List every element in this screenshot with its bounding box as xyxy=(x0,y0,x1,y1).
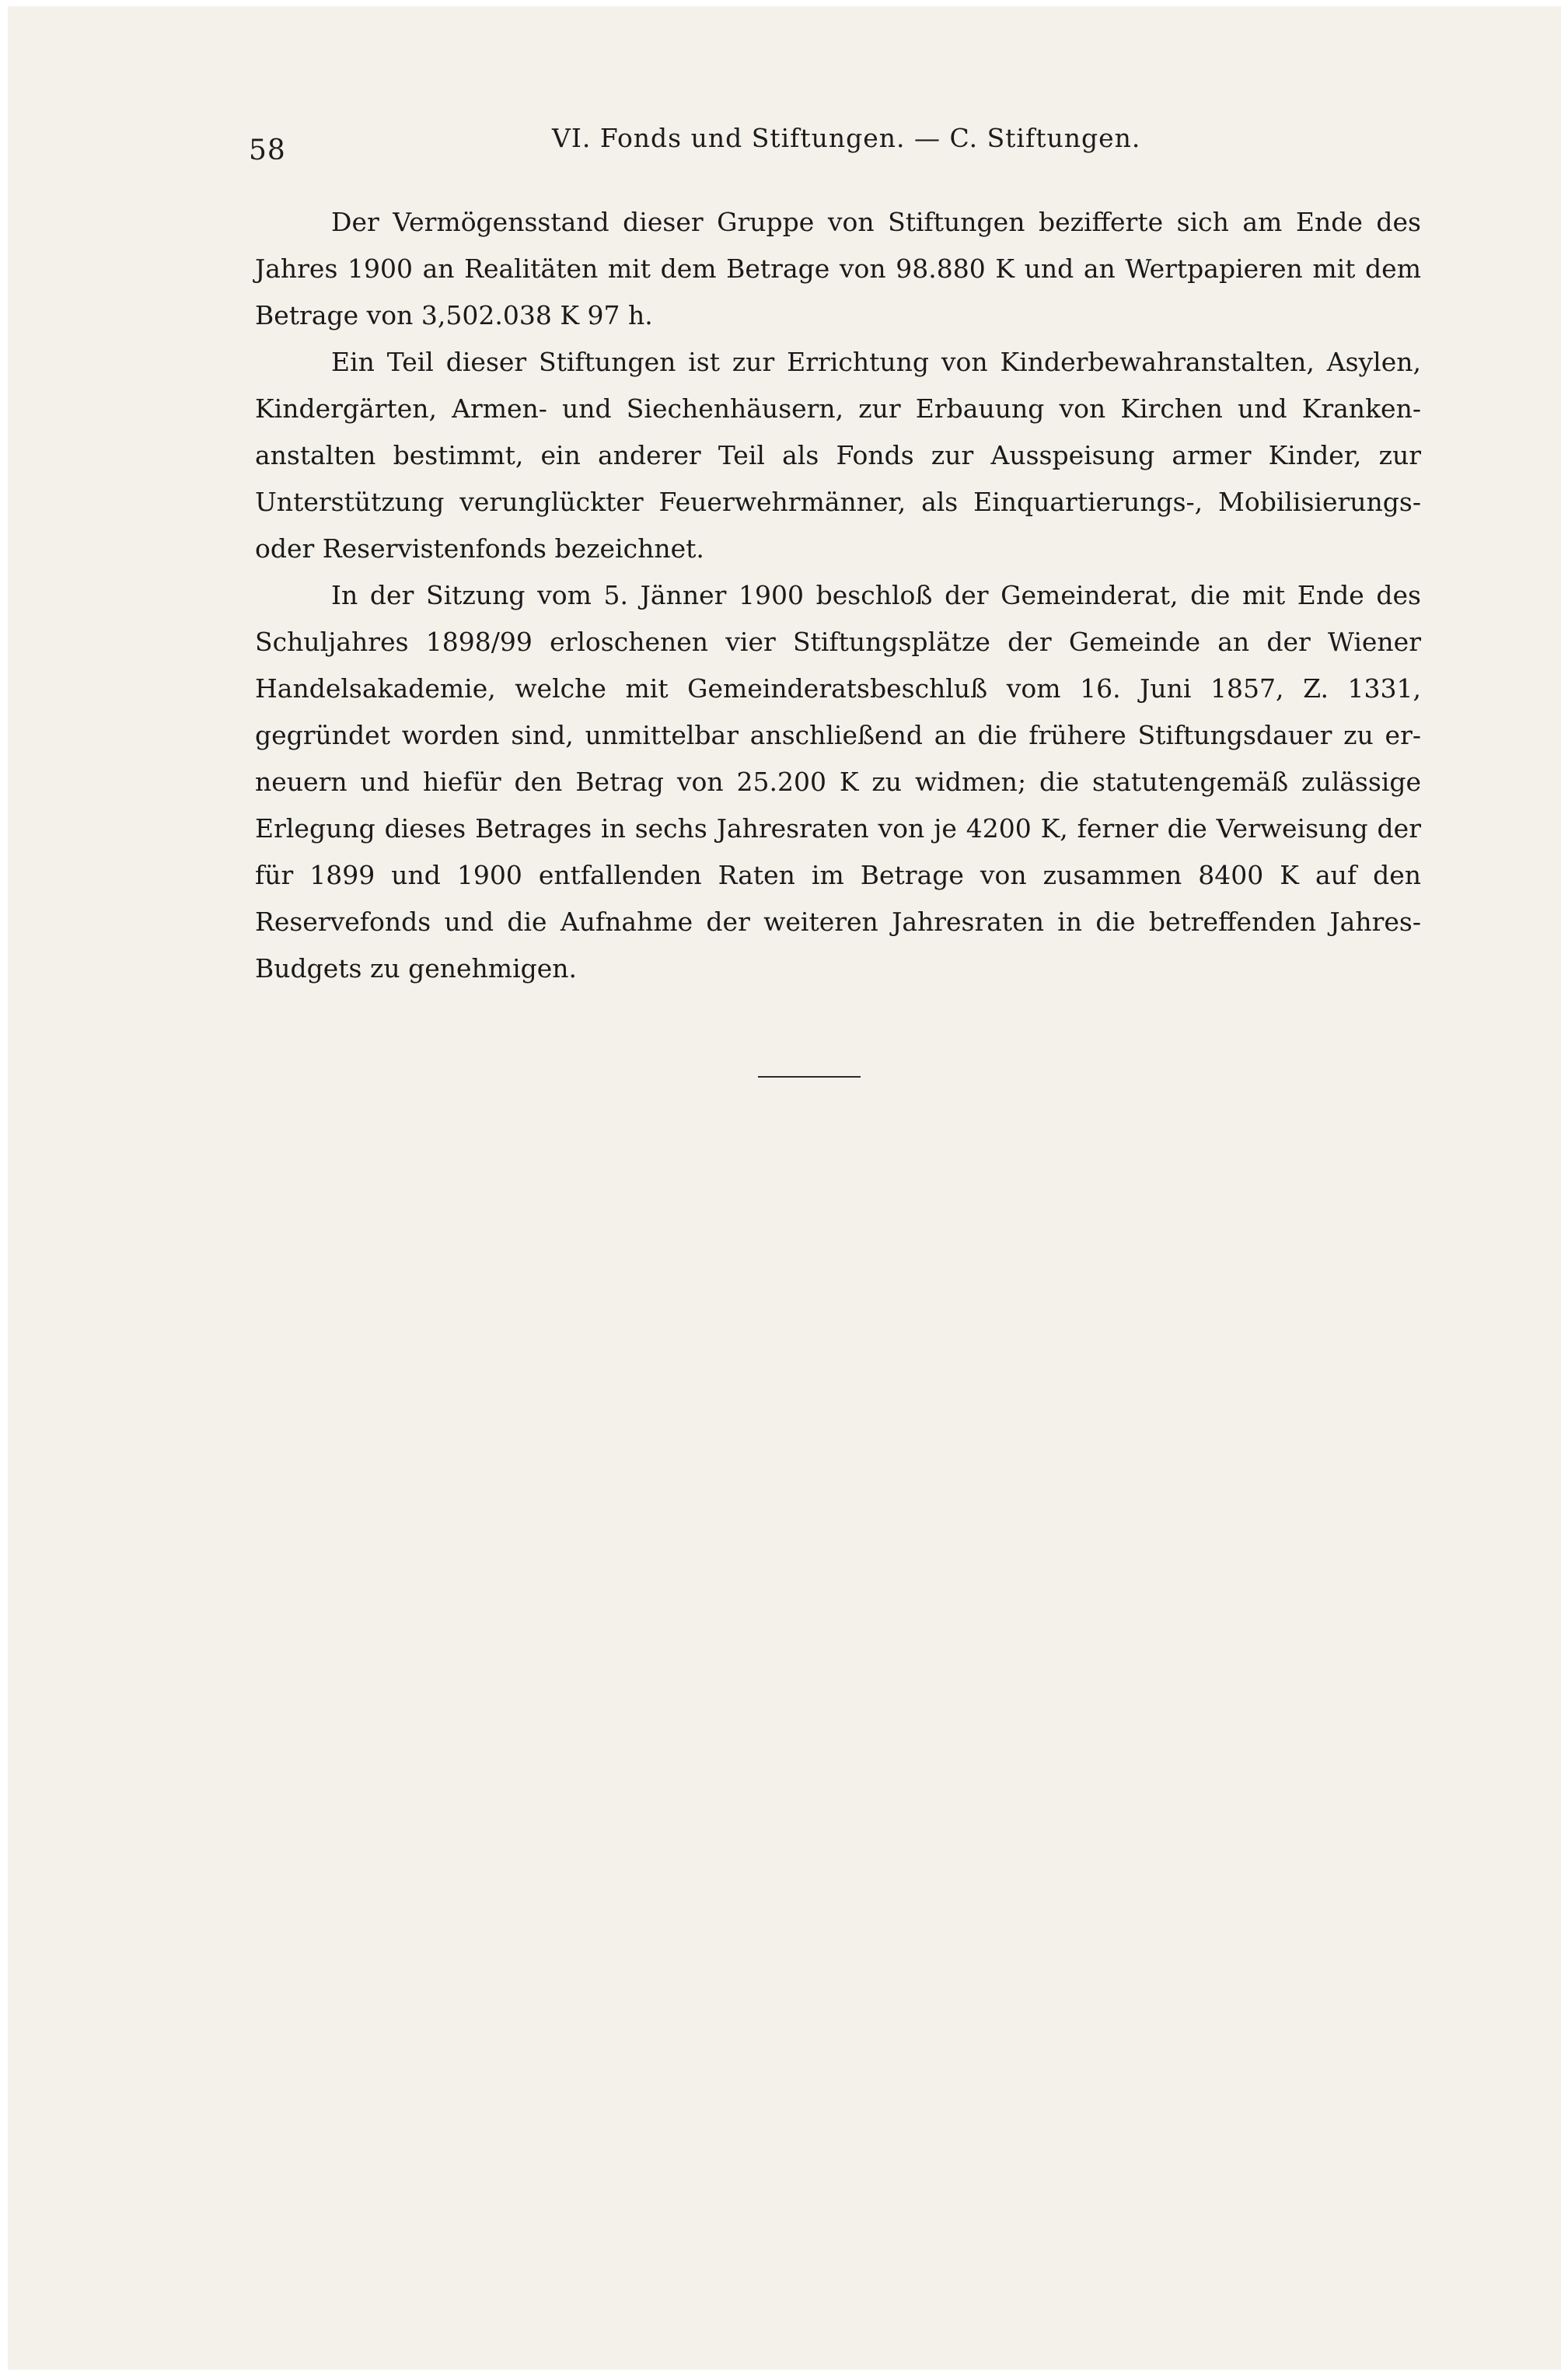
page-header xyxy=(249,123,1407,169)
paragraph: Der Vermögensstand dieser Gruppe von Stiftungen bezifferte sich am Ende des Jahres 1900 an Realitäten mit dem Betrage von 98.880 K und an Wertpapieren mit dem Betrage von 3,502.038 K 97 h. xyxy=(255,207,1421,330)
running-head: VI. Fonds und Stiftungen. — C. Stiftungen. xyxy=(552,123,1141,153)
body-text xyxy=(255,199,1421,992)
section-divider xyxy=(758,1076,861,1078)
page-number: 58 xyxy=(249,135,286,166)
paragraph: In der Sitzung vom 5. Jänner 1900 beschloß der Gemeinderat, die mit Ende des Schuljahres 1898/99 erloschenen vier Stiftungsplätze der Gemeinde an der Wiener Handelsakademie, welche mit Gemeinderatsbeschluß vom 16. Juni 1857, Z. 1331, gegründet worden sind, unmittelbar anschließend an die frühere Stiftungsdauer zu er-neuern und hiefür den Betrag von 25.200 K zu widmen; die statutengemäß zulässige Erlegung dieses Betrages in sechs Jahresraten von je 4200 K, ferner die Verweisung der für 1899 und 1900 entfallenden Raten im Betrage von zusammen 8400 K auf den Reservefonds und die Aufnahme der weiteren Jahresraten in die betreffenden Jahres-Budgets zu genehmigen. xyxy=(255,580,1421,984)
document-page xyxy=(8,6,1561,2370)
paragraph: Ein Teil dieser Stiftungen ist zur Errichtung von Kinderbewahranstalten, Asylen, Kindergärten, Armen- und Siechenhäusern, zur Erbauung von Kirchen und Kranken-anstalten bestimmt, ein anderer Teil als Fonds zur Ausspeisung armer Kinder, zur Unterstützung verunglückter Feuerwehrmänner, als Einquartierungs-, Mobilisierungs-oder Reservistenfonds bezeichnet. xyxy=(255,347,1421,564)
